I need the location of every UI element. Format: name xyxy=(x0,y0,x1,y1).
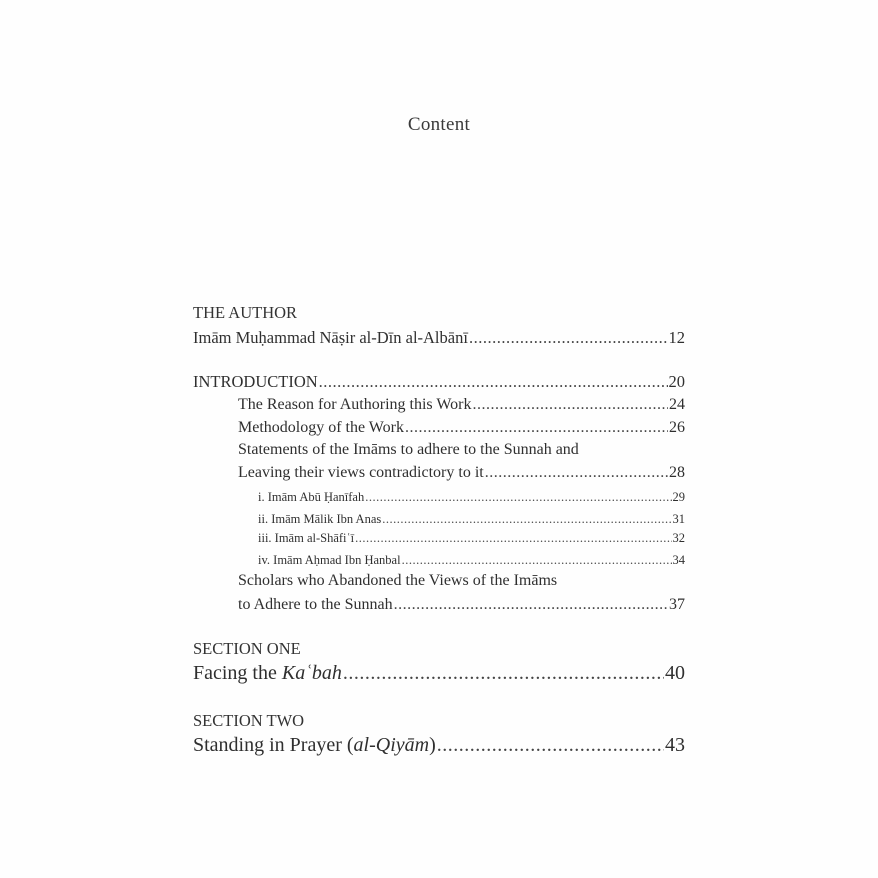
leader-dots xyxy=(473,396,669,414)
toc-entry-introduction[interactable] xyxy=(193,372,685,392)
toc-entry-label: Imām Muḥammad Nāṣir al-Dīn al-Albānī xyxy=(193,328,468,347)
toc-page-number: 29 xyxy=(672,490,685,504)
toc-page-number: 28 xyxy=(669,464,685,481)
label-italic: al-Qiyām xyxy=(353,734,430,756)
leader-dots xyxy=(394,596,668,614)
label-plain: Facing the xyxy=(193,662,282,684)
toc-entry-imam-abu-hanifah[interactable] xyxy=(258,490,685,505)
leader-dots xyxy=(485,464,668,482)
label-italic: Kaʿbah xyxy=(281,662,342,684)
toc-entry-label: i. Imām Abū Ḥanīfah xyxy=(258,490,365,504)
toc-entry-statements-line1[interactable]: Statements of the Imāms to adhere to the Sunnah and xyxy=(238,441,579,458)
section-heading-one: SECTION ONE xyxy=(193,639,301,658)
toc-entry-label: The Reason for Authoring this Work xyxy=(238,396,472,413)
toc-entry-facing-kabah[interactable] xyxy=(193,662,685,685)
toc-page-number: 31 xyxy=(672,512,685,526)
leader-dots xyxy=(382,512,671,527)
toc-entry-label: INTRODUCTION xyxy=(193,372,318,391)
toc-entry-imam-malik[interactable] xyxy=(258,512,685,527)
toc-entry-label: to Adhere to the Sunnah xyxy=(238,596,393,613)
leader-dots xyxy=(355,531,671,546)
toc-entry-label: iii. Imām al-Shāfiʿī xyxy=(258,531,355,545)
section-heading-author: THE AUTHOR xyxy=(193,303,298,322)
leader-dots xyxy=(437,734,664,757)
toc-page-number: 26 xyxy=(669,419,685,436)
toc-page-number: 24 xyxy=(669,396,685,413)
toc-entry-author[interactable] xyxy=(193,328,685,348)
toc-entry-scholars-line1[interactable]: Scholars who Abandoned the Views of the Imāms xyxy=(238,572,558,589)
leader-dots xyxy=(343,662,664,685)
toc-page-number: 12 xyxy=(668,328,685,347)
leader-dots xyxy=(469,328,668,348)
toc-entry-label xyxy=(193,734,436,757)
toc-page-number: 20 xyxy=(668,372,685,391)
toc-entry-scholars[interactable] xyxy=(238,596,685,614)
page-title: Content xyxy=(407,114,471,135)
leader-dots xyxy=(319,372,668,392)
leader-dots xyxy=(365,490,671,505)
toc-entry-label: Leaving their views contradictory to it xyxy=(238,464,484,481)
toc-entry-label: ii. Imām Mālik Ibn Anas xyxy=(258,512,382,526)
section-heading-two: SECTION TWO xyxy=(193,711,305,730)
toc-entry-label: iv. Imām Aḥmad Ibn Ḥanbal xyxy=(258,553,401,567)
toc-page-number: 37 xyxy=(669,596,685,613)
label-plain: Standing in Prayer ( xyxy=(193,734,354,756)
toc-entry-methodology[interactable] xyxy=(238,419,685,437)
label-close: ) xyxy=(429,734,436,756)
toc-entry-reason[interactable] xyxy=(238,396,685,414)
toc-page-number: 43 xyxy=(665,734,685,756)
toc-entry-imam-ahmad[interactable] xyxy=(258,553,685,568)
toc-entry-statements[interactable] xyxy=(238,464,685,482)
toc-entry-imam-shafii[interactable] xyxy=(258,531,685,546)
toc-page-number: 34 xyxy=(672,553,685,567)
toc-page-number: 32 xyxy=(672,531,685,545)
toc-entry-label xyxy=(193,662,342,685)
toc-entry-standing-prayer[interactable] xyxy=(193,734,685,757)
leader-dots xyxy=(405,419,668,437)
leader-dots xyxy=(402,553,672,568)
toc-page-number: 40 xyxy=(665,662,685,684)
toc-entry-label: Methodology of the Work xyxy=(238,419,404,436)
